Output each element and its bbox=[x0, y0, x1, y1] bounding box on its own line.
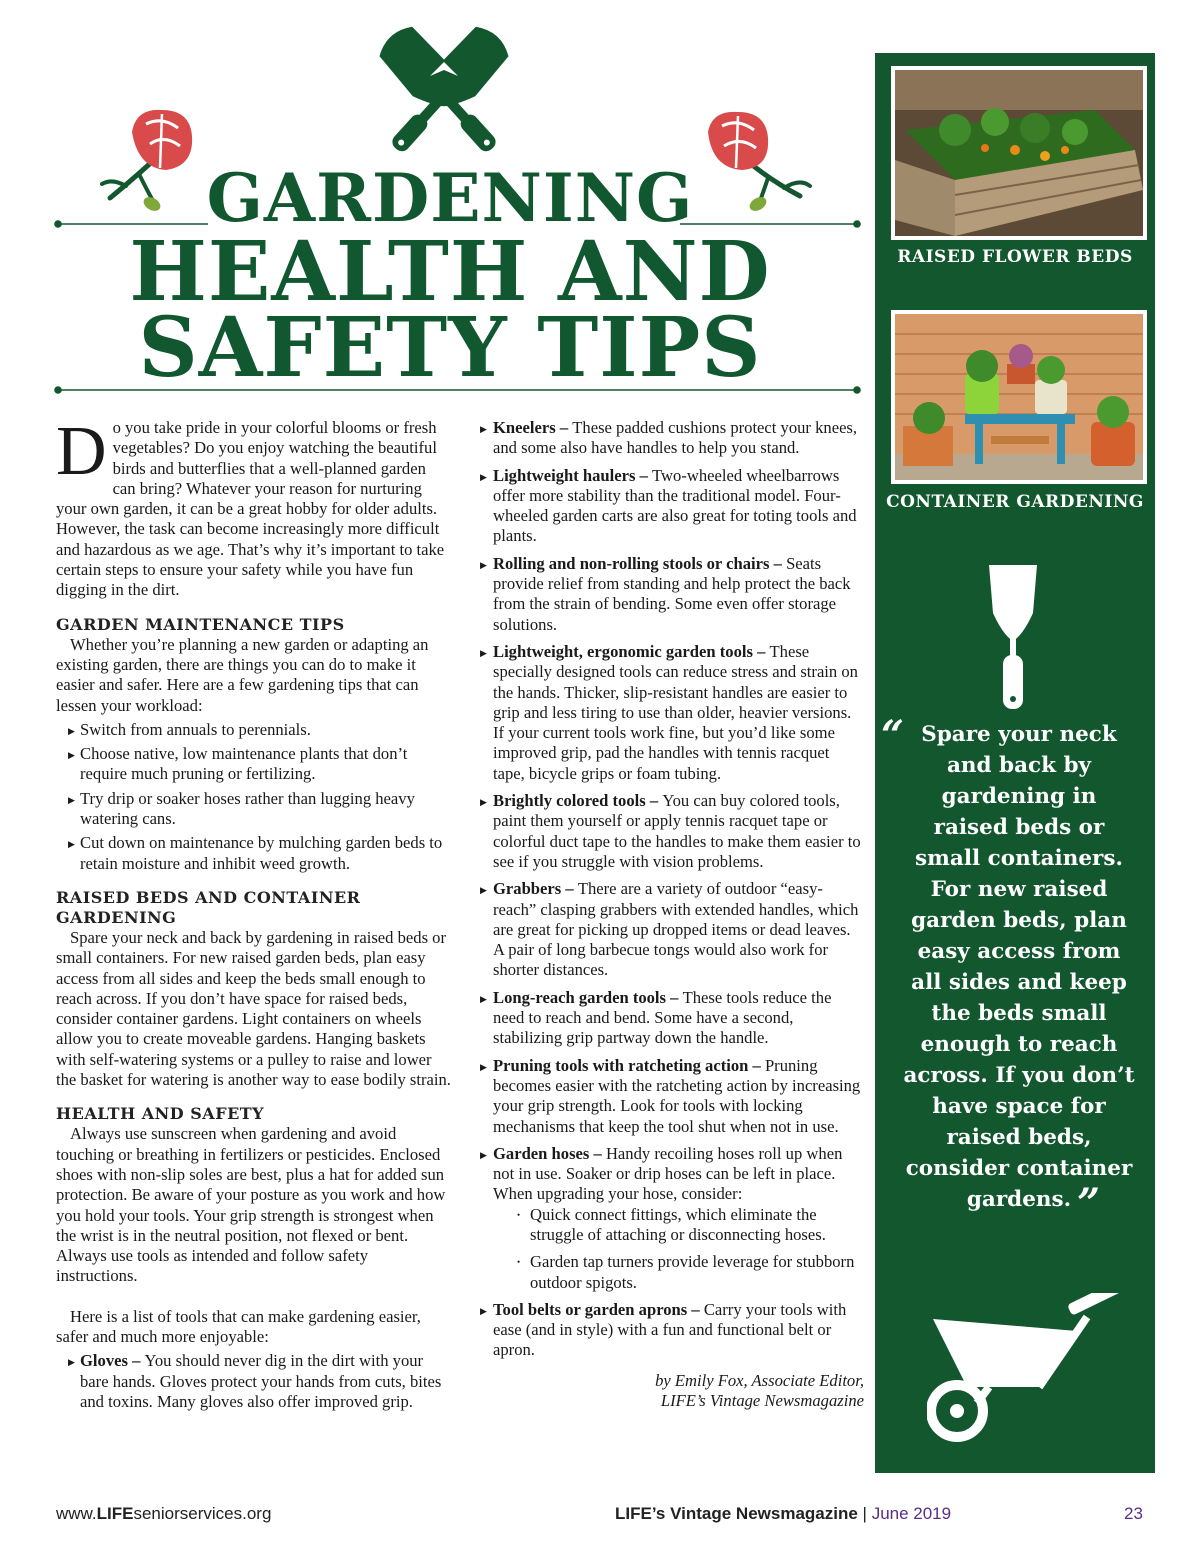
tools-list-left bbox=[56, 1351, 452, 1412]
crossed-trowels-icon bbox=[373, 20, 514, 164]
maintenance-text: Whether you’re planning a new garden or adapting an existing garden, there are things you can do to make it easier and safer. Here are a few gardening tips that can lessen your workload: bbox=[56, 634, 429, 715]
list-item-gloves: ▶ Gloves – You should never dig in the dirt with your bare hands. Gloves protect your hands from cuts, bites and toxins. Many gloves also offer improved grip. bbox=[56, 1351, 452, 1412]
photo-raised-flower-beds bbox=[891, 66, 1147, 240]
list-item-long-reach: ▶ Long-reach garden tools – These tools reduce the need to reach and bend. Some have a second, stabilizing grip partway down the handle. bbox=[480, 988, 864, 1049]
open-quote-icon: “ bbox=[881, 712, 905, 759]
list-item-tool-belts: ▶ Tool belts or garden aprons – Carry your tools with ease (and in style) with a fun and functional belt or apron. bbox=[480, 1300, 864, 1361]
trowel-icon bbox=[983, 565, 1043, 711]
list-item: • Garden tap turners provide leverage for stubborn outdoor spigots. bbox=[517, 1252, 864, 1293]
title-line-2: HEALTH AND bbox=[129, 224, 771, 320]
title-line-1: GARDENING bbox=[206, 159, 694, 237]
intro-text: o you take pride in your colorful blooms or fresh vegetables? Do you enjoy watching the beautiful birds and butterflies that a well-planned garden can bring? Whatever your reason for nurturing your own garden, it can be a great hobby for older adults. However, the task can become increasingly more difficult and hazardous as we age. That’s why it’s important to take certain steps to ensure your safety while you have fun digging in the dirt. bbox=[56, 418, 445, 600]
column-middle bbox=[480, 418, 864, 1411]
list-item-kneelers: ▶ Kneelers – These padded cushions protect your knees, and some also have handles to help you stand. bbox=[480, 418, 864, 459]
list-item: ▶ Cut down on maintenance by mulching garden beds to retain moisture and inhibit weed growth. bbox=[56, 833, 452, 874]
close-quote-icon: ” bbox=[1077, 1180, 1101, 1227]
page-number: 23 bbox=[1124, 1504, 1143, 1523]
heading-health-safety: HEALTH AND SAFETY bbox=[56, 1104, 265, 1124]
list-item: ▶ Choose native, low maintenance plants that don’t require much pruning or fertilizing. bbox=[56, 744, 452, 785]
list-item: ▶ Try drip or soaker hoses rather than lugging heavy watering cans. bbox=[56, 789, 452, 830]
list-item-pruning: ▶ Pruning tools with ratcheting action – Pruning becomes easier with the ratcheting action by increasing your grip strength. Look for tools with locking mechanisms that keep the tool shut when not in use. bbox=[480, 1056, 864, 1137]
pull-quote: Spare your neck and back by gardening in raised beds or small containers. For new raised garden beds, plan easy access from all sides and keep the beds small enough to reach across. If you don’t have space for raised beds, consider container gardens. bbox=[903, 722, 1135, 1212]
photo-container-gardening bbox=[891, 310, 1147, 484]
raised-beds-text: Spare your neck and back by gardening in raised beds or small containers. For new raised garden beds, plan easy access from all sides and keep the beds small enough to reach across. If you don’t have space for raised beds, consider container gardens. Light containers on wheels allow you to create moveable gardens. Hanging baskets with self-watering systems or a pulley to raise and lower the basket for watering is another way to ease bodily strain. bbox=[56, 927, 451, 1090]
list-item-haulers: ▶ Lightweight haulers – Two-wheeled wheelbarrows offer more stability than the traditional model. Four-wheeled garden carts are also great for toting tools and plants. bbox=[480, 466, 864, 547]
list-item-stools: ▶ Rolling and non-rolling stools or chairs – Seats provide relief from standing and help protect the back from the strain of bending. Some even offer storage solutions. bbox=[480, 554, 864, 635]
tools-list-right bbox=[480, 418, 864, 1361]
title-line-3: SAFETY TIPS bbox=[138, 300, 762, 396]
caption-container-gardening: CONTAINER GARDENING bbox=[886, 492, 1144, 512]
heading-raised-beds: RAISED BEDS AND CONTAINER GARDENING bbox=[56, 887, 361, 927]
byline: by Emily Fox, Associate Editor, LIFE’s Vintage Newsmagazine bbox=[655, 1370, 864, 1411]
heading-maintenance: GARDEN MAINTENANCE TIPS bbox=[56, 614, 345, 634]
footer-publication: LIFE’s Vintage Newsmagazine | June 2019 bbox=[615, 1504, 952, 1523]
hose-sublist bbox=[493, 1205, 864, 1293]
list-item: ▶ Switch from annuals to perennials. bbox=[56, 720, 452, 740]
health-safety-text: Always use sunscreen when gardening and avoid touching or breathing in fertilizers or pesticides. Enclosed shoes with non-slip soles are best, plus a hat for added sun protection. Be aware of your posture as you work and how you hold your tools. Your grip strength is strongest when the wrist is in the neutral position, not flexed or bent. Always use tools as intended and follow safety instructions. bbox=[56, 1124, 446, 1286]
tools-intro: Here is a list of tools that can make gardening easier, safer and much more enjoyable: bbox=[56, 1306, 421, 1346]
caption-raised-flower-beds: RAISED FLOWER BEDS bbox=[897, 247, 1133, 267]
list-item-hoses: ▶ Garden hoses – Handy recoiling hoses roll up when not in use. Soaker or drip hoses can be left in place. When upgrading your hose, consider: • Quick connect fittings, which eliminate the struggle of attaching or disconnecting hoses. • Garden tap turners provide leverage for stubborn outdoor spigots. bbox=[480, 1144, 864, 1293]
list-item-colored-tools: ▶ Brightly colored tools – You can buy colored tools, paint them yourself or apply tennis racquet tape or colorful duct tape to the handles to make them easier to see if you struggle with vision problems. bbox=[480, 791, 864, 872]
list-item: • Quick connect fittings, which eliminate the struggle of attaching or disconnecting hoses. bbox=[517, 1205, 864, 1246]
wheelbarrow-icon bbox=[927, 1293, 1127, 1443]
intro-paragraph bbox=[56, 413, 452, 601]
list-item-grabbers: ▶ Grabbers – There are a variety of outdoor “easy-reach” clasping grabbers with extended handles, which are great for picking up dropped items or dead leaves. A pair of long barbecue tongs would also work for shorter distances. bbox=[480, 879, 864, 980]
column-left bbox=[56, 413, 452, 1412]
list-item-ergonomic-tools: ▶ Lightweight, ergonomic garden tools – These specially designed tools can reduce stress and strain on the hands. Thicker, slip-resistant handles are easier to grip and less tiring to use than older, heavier versions. If your current tools work fine, but you’d like some improved grip, pad the handles with tennis racquet tape, bicycle grips or foam tubing. bbox=[480, 642, 864, 784]
footer-url: www.LIFEseniorservices.org bbox=[56, 1504, 272, 1523]
maintenance-list bbox=[56, 720, 452, 874]
drop-cap: D bbox=[56, 413, 107, 490]
